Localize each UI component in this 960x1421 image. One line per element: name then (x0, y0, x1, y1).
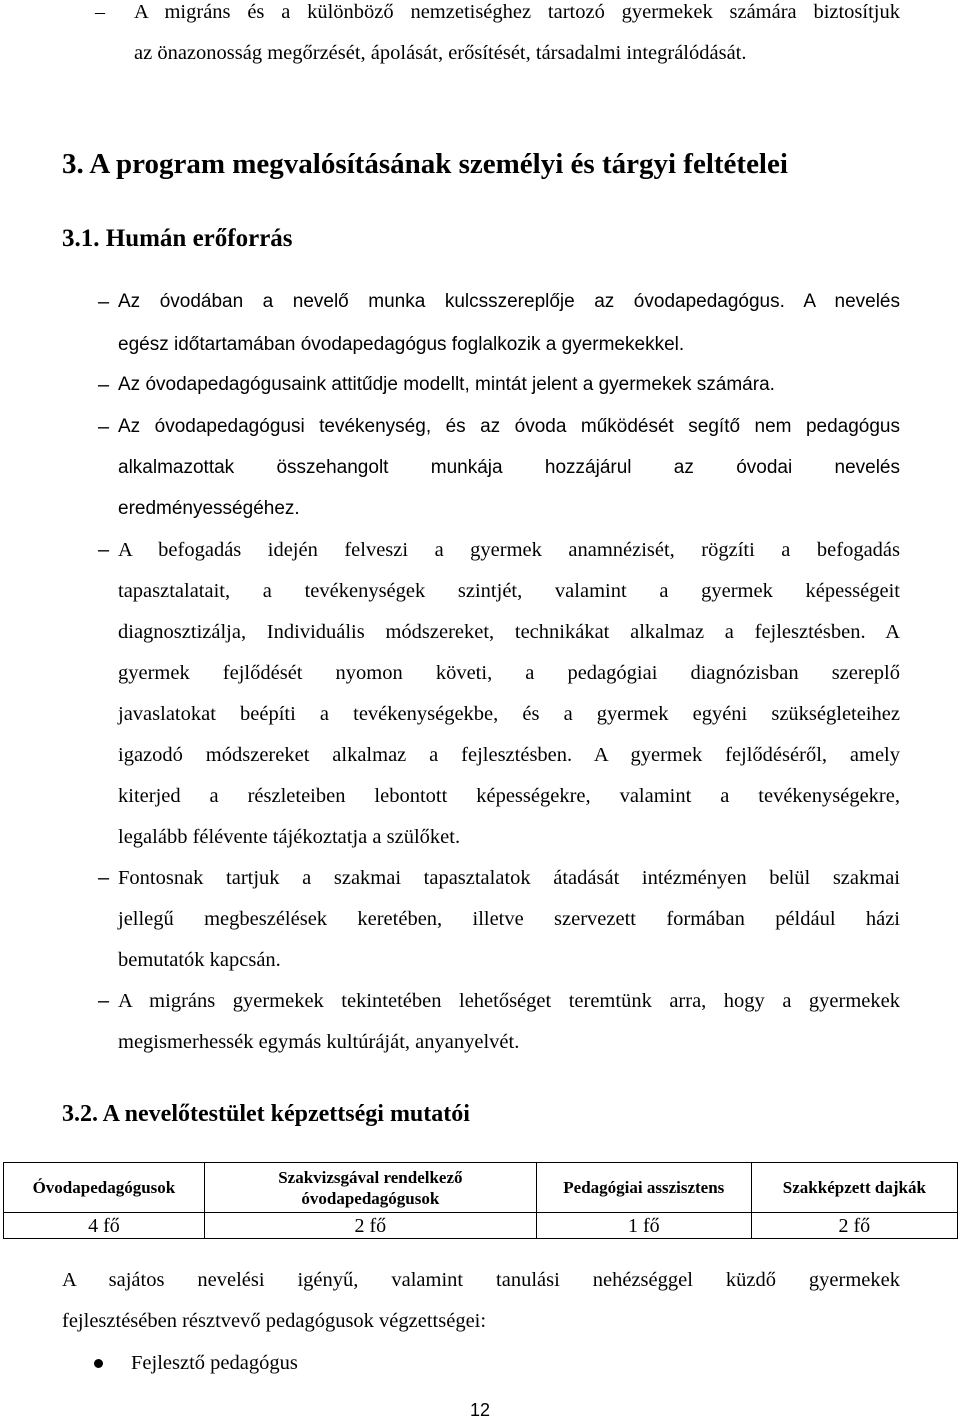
bullet-item: Fejlesztő pedagógus (131, 1352, 298, 1374)
table-header-cell: Szakvizsgával rendelkező óvodapedagógusok (204, 1163, 536, 1213)
intro-line-2: az önazonosság megőrzését, ápolását, erősítését, társadalmi integrálódását. (134, 42, 747, 64)
hr-item-5-line-1: Fontosnak tartjuk a szakmai tapasztalatok átadását intézményen belül szakmai (118, 867, 900, 889)
table-header-cell: Óvodapedagógusok (4, 1163, 205, 1213)
hr-item-5-line-2: jellegű megbeszélések keretében, illetve szervezett formában például házi (118, 908, 900, 930)
hr-item-4-line-7: kiterjed a részleteiben lebontott képességekre, valamint a tevékenységekre, (118, 785, 900, 807)
list-dash: – (98, 990, 110, 1012)
table-cell: 1 fő (536, 1213, 751, 1239)
list-dash: – (95, 1, 105, 23)
staff-qualification-table (3, 1162, 958, 1239)
hr-item-4-line-4: gyermek fejlődését nyomon követi, a pedagógiai diagnózisban szereplő (118, 662, 900, 684)
page-number: 12 (469, 1400, 491, 1420)
hr-item-4-line-5: javaslatokat beépíti a tevékenységekbe, és a gyermek egyéni szükségleteihez (118, 703, 900, 725)
closing-line-2: fejlesztésében résztvevő pedagógusok végzettségei: (62, 1310, 487, 1332)
list-dash: – (98, 416, 110, 438)
hr-item-5-line-3: bemutatók kapcsán. (118, 949, 281, 971)
table-header-row (4, 1163, 958, 1213)
table-header-cell: Szakképzett dajkák (751, 1163, 957, 1213)
bullet-icon (94, 1359, 103, 1368)
table-cell: 4 fő (4, 1213, 205, 1239)
hr-item-4-line-3: diagnosztizálja, Individuális módszereket, technikákat alkalmaz a fejlesztésben. A (118, 621, 900, 643)
list-dash: – (98, 867, 110, 889)
hr-item-2-line-1: Az óvodapedagógusaink attitűdje modellt, mintát jelent a gyermekek számára. (118, 374, 775, 395)
list-dash: – (98, 291, 110, 313)
subsection-title-staff: 3.2. A nevelőtestület képzettségi mutatói (62, 1101, 470, 1127)
section-title: 3. A program megvalósításának személyi és tárgyi feltételei (62, 148, 788, 180)
hr-item-1-line-2: egész időtartamában óvodapedagógus foglalkozik a gyermekekkel. (118, 334, 685, 355)
hr-item-3-line-3: eredményességéhez. (118, 498, 300, 519)
hr-item-4-line-2: tapasztalatait, a tevékenységek szintjét, valamint a gyermek képességeit (118, 580, 900, 602)
hr-item-4-line-8: legalább félévente tájékoztatja a szülőket. (118, 826, 461, 848)
subsection-title-hr: 3.1. Humán erőforrás (62, 225, 293, 252)
hr-item-3-line-1: Az óvodapedagógusi tevékenység, és az óvoda működését segítő nem pedagógus (118, 416, 900, 437)
table-row (4, 1213, 958, 1239)
table-cell: 2 fő (204, 1213, 536, 1239)
table-cell: 2 fő (751, 1213, 957, 1239)
hr-item-6-line-1: A migráns gyermekek tekintetében lehetőséget teremtünk arra, hogy a gyermekek (118, 990, 900, 1012)
list-dash: – (98, 374, 110, 396)
hr-item-4-line-1: A befogadás idején felveszi a gyermek anamnézisét, rögzíti a befogadás (118, 539, 900, 561)
closing-line-1: A sajátos nevelési igényű, valamint tanulási nehézséggel küzdő gyermekek (62, 1269, 900, 1291)
table-header-cell: Pedagógiai asszisztens (536, 1163, 751, 1213)
list-dash: – (98, 539, 110, 561)
hr-item-6-line-2: megismerhessék egymás kultúráját, anyanyelvét. (118, 1031, 520, 1053)
hr-item-1-line-1: Az óvodában a nevelő munka kulcsszereplője az óvodapedagógus. A nevelés (118, 291, 900, 312)
hr-item-4-line-6: igazodó módszereket alkalmaz a fejlesztésben. A gyermek fejlődéséről, amely (118, 744, 900, 766)
intro-line-1: A migráns és a különböző nemzetiséghez tartozó gyermekek számára biztosítjuk (134, 1, 900, 23)
hr-item-3-line-2: alkalmazottak összehangolt munkája hozzájárul az óvodai nevelés (118, 457, 900, 478)
